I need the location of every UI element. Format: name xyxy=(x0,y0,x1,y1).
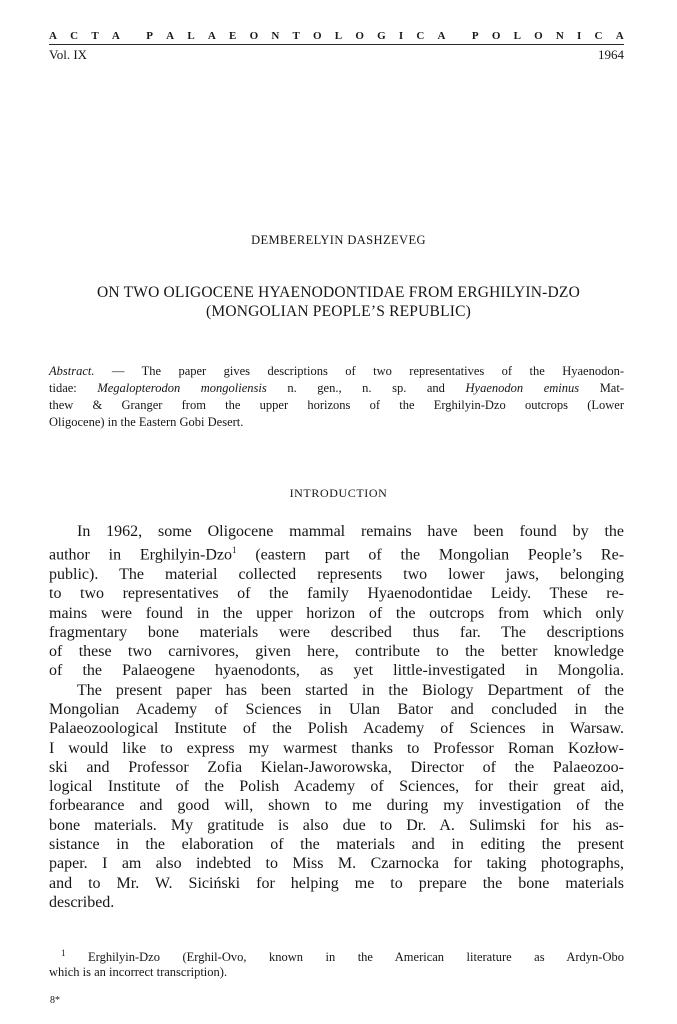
text-line: mains were found in the upper horizon of the outcrops from which only xyxy=(49,604,624,622)
taxon-name: Hyaenodon eminus xyxy=(465,381,580,395)
text-line: to two representatives of the family Hyaenodontidae Leidy. These re- xyxy=(49,585,624,603)
footnote-line: which is an incorrect transcription). xyxy=(49,965,228,980)
paper-title xyxy=(40,283,637,321)
journal-letter: O xyxy=(534,30,543,42)
journal-letter: L xyxy=(513,30,521,42)
text-line: I would like to express my warmest thanks to Professor Roman Kozłow- xyxy=(49,739,624,757)
journal-letter: I xyxy=(577,30,582,42)
journal-letter: I xyxy=(398,30,404,42)
text-line: ski and Professor Zofia Kielan-Jaworowska, Director of the Palaeozoo- xyxy=(49,758,624,776)
abstract-line: Oligocene) in the Eastern Gobi Desert. xyxy=(49,415,244,429)
journal-letter: C xyxy=(594,30,603,42)
footnote-line: $^1$ Erghilyin-Dzo (Erghil-Ovo, known in the American literature as Ardyn-Obo xyxy=(61,948,624,965)
journal-letter: A xyxy=(166,30,175,42)
journal-letter: C xyxy=(70,30,79,42)
text-line: public). The material collected represents two lower jaws, belonging xyxy=(49,565,624,583)
journal-letter: A xyxy=(615,30,624,42)
journal-letter: N xyxy=(555,30,564,42)
journal-letter: A xyxy=(437,30,446,42)
text-line: paper. I am also indebted to Miss M. Czarnocka for taking photographs, xyxy=(49,855,624,873)
volume-label: Vol. IX xyxy=(49,47,88,62)
year-label: 1964 xyxy=(598,47,624,62)
author-name: DEMBERELYIN DASHZEVEG xyxy=(251,233,426,247)
footnote xyxy=(49,946,624,980)
abstract xyxy=(49,363,624,431)
text-line: In 1962, some Oligocene mammal remains have been found by the xyxy=(77,523,624,540)
introduction-text xyxy=(49,522,624,912)
journal-letter: A xyxy=(207,30,216,42)
journal-letter: O xyxy=(249,30,259,42)
journal-letter: O xyxy=(491,30,501,42)
title-line-2: (MONGOLIAN PEOPLE’S REPUBLIC) xyxy=(206,303,471,320)
journal-letter: P xyxy=(471,30,479,42)
text-line: Mongolian Academy of Sciences in Ulan Bator and concluded in the xyxy=(49,701,624,718)
journal-letter: G xyxy=(377,30,386,42)
text-line: Palaeozoological Institute of the Polish Academy of Sciences in Warsaw. xyxy=(49,720,624,738)
footnote-marker: 1 xyxy=(61,948,66,958)
journal-letter: A xyxy=(111,30,120,42)
text-line: described. xyxy=(49,893,115,911)
journal-letter: L xyxy=(187,30,195,42)
text-line: logical Institute of the Polish Academy of Sciences, for their great aid, xyxy=(49,778,624,796)
journal-letter: P xyxy=(146,30,153,42)
abstract-line: Abstract. — The paper gives descriptions of two representatives of the Hyaenodon- xyxy=(49,364,624,378)
journal-letter: O xyxy=(313,30,322,42)
journal-letter: T xyxy=(91,30,99,42)
journal-letter: O xyxy=(355,30,364,42)
text-line: bone materials. My gratitude is also due to Dr. A. Sulimski for his as- xyxy=(49,816,624,834)
taxon-name: Megalopterodon mongoliensis xyxy=(97,381,267,395)
header-rule xyxy=(49,44,624,45)
abstract-line: thew & Granger from the upper horizons of the Erghilyin-Dzo outcrops (Lower xyxy=(49,398,624,412)
journal-letter: A xyxy=(49,30,57,42)
text-line: The present paper has been started in the Biology Department of the xyxy=(77,681,624,699)
footnote-ref: 1 xyxy=(232,545,237,556)
text-line: of the Palaeogene hyaenodonts, as yet little-investigated in Mongolia. xyxy=(49,662,624,680)
text-line: and to Mr. W. Siciński for helping me to prepare the bone materials xyxy=(49,874,624,892)
abstract-line: tidae: Megalopterodon mongoliensis n. gen., n. sp. and Hyaenodon eminus Mat- xyxy=(49,381,624,395)
journal-name xyxy=(49,30,624,42)
journal-letter: C xyxy=(416,30,425,42)
journal-letter: E xyxy=(229,30,237,42)
journal-letter: T xyxy=(292,30,300,42)
page-marker: 8* xyxy=(50,995,60,1006)
text-line: fragmentary bone materials were described thus far. The descriptions xyxy=(49,623,624,641)
journal-letter: L xyxy=(334,30,343,42)
text-line: forbearance and good will, shown to me during my investigation of the xyxy=(49,797,624,815)
text-line: author in Erghilyin-Dzo$^1$ (eastern part of the Mongolian People’s Re- xyxy=(49,545,625,564)
text-line: sistance in the elaboration of the materials and in editing the present xyxy=(49,836,624,854)
section-heading: INTRODUCTION xyxy=(289,486,388,500)
text-line: of these two carnivores, given here, contribute to the better knowledge xyxy=(49,643,624,661)
journal-letter: N xyxy=(271,30,280,42)
title-line-1: ON TWO OLIGOCENE HYAENODONTIDAE FROM ERGHILYIN-DZO xyxy=(96,284,580,301)
abstract-label: Abstract. xyxy=(49,364,95,378)
